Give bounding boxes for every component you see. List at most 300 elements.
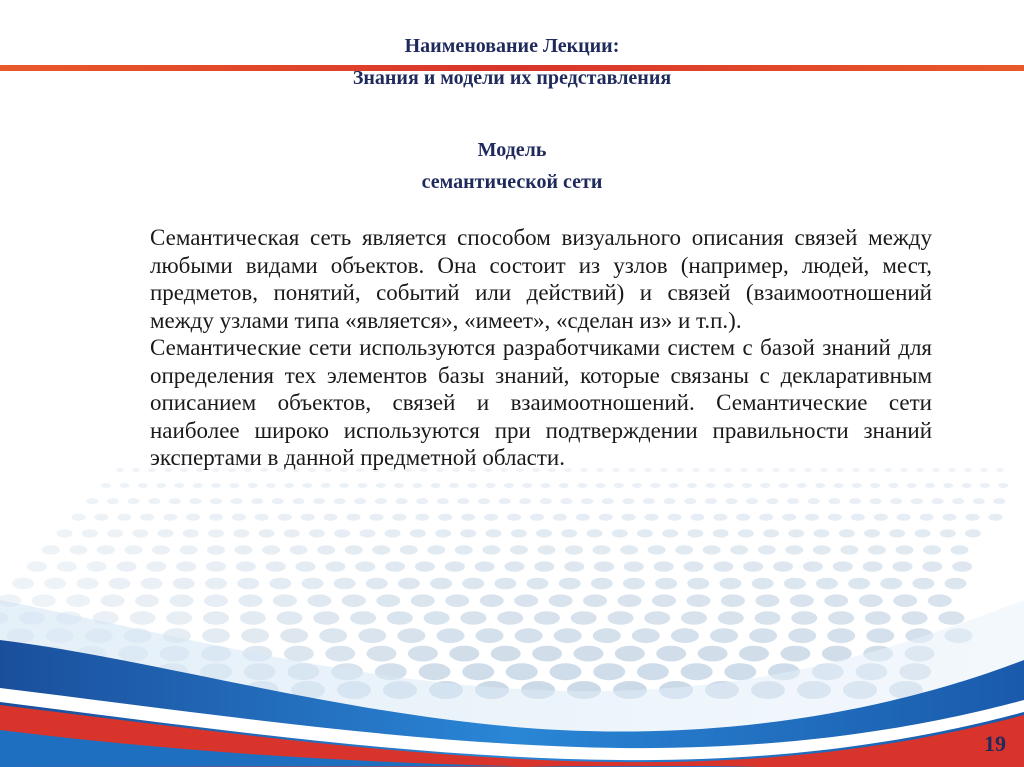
pattern-dot bbox=[385, 561, 405, 571]
pattern-dot bbox=[561, 498, 573, 504]
pattern-dot bbox=[759, 514, 773, 521]
pattern-dot bbox=[515, 628, 543, 643]
pattern-dot bbox=[870, 483, 880, 488]
pattern-dot bbox=[742, 483, 752, 488]
pattern-dot bbox=[996, 468, 1004, 472]
pattern-dot bbox=[482, 545, 500, 554]
pattern-dot bbox=[710, 628, 738, 643]
pattern-dot bbox=[32, 594, 56, 607]
pattern-dot bbox=[713, 561, 733, 571]
pattern-dot bbox=[494, 578, 516, 590]
pattern-dot bbox=[475, 561, 495, 571]
pattern-dot bbox=[387, 611, 413, 625]
pattern-dot bbox=[534, 611, 560, 625]
pattern-dot bbox=[893, 594, 917, 607]
pattern-dot bbox=[376, 594, 400, 607]
pattern-dot bbox=[412, 483, 422, 488]
pattern-dot bbox=[713, 529, 729, 537]
pattern-dot bbox=[565, 545, 583, 554]
pattern-dot bbox=[366, 578, 388, 590]
pattern-dot bbox=[687, 594, 711, 607]
pattern-dot bbox=[101, 594, 125, 607]
pattern-dot bbox=[375, 498, 387, 504]
pattern-dot bbox=[980, 468, 988, 472]
pattern-dot bbox=[232, 514, 246, 521]
pattern-dot bbox=[522, 483, 532, 488]
pattern-dot bbox=[130, 611, 156, 625]
pattern-dot bbox=[784, 578, 806, 590]
pattern-dot bbox=[435, 529, 451, 537]
pattern-dot bbox=[591, 578, 613, 590]
pattern-dot bbox=[718, 611, 744, 625]
pattern-dot bbox=[581, 498, 593, 504]
pattern-dot bbox=[255, 514, 269, 521]
pattern-dot bbox=[180, 545, 198, 554]
pattern-dot bbox=[124, 545, 142, 554]
pattern-dot bbox=[367, 646, 397, 662]
pattern-dot bbox=[424, 611, 450, 625]
pattern-dot bbox=[262, 545, 280, 554]
pattern-dot bbox=[398, 578, 420, 590]
pattern-dot bbox=[296, 561, 316, 571]
pattern-dot bbox=[703, 545, 721, 554]
pattern-dot bbox=[980, 483, 990, 488]
pattern-dot bbox=[671, 628, 699, 643]
pattern-dot bbox=[480, 594, 504, 607]
pattern-dot bbox=[128, 498, 140, 504]
pattern-dot bbox=[293, 498, 305, 504]
pattern-dot bbox=[415, 514, 429, 521]
pattern-dot bbox=[868, 545, 886, 554]
pattern-dot bbox=[549, 594, 573, 607]
pattern-dot bbox=[313, 498, 325, 504]
pattern-dot bbox=[945, 578, 967, 590]
pattern-dot bbox=[785, 545, 803, 554]
pattern-dot bbox=[140, 514, 154, 521]
pattern-dot bbox=[988, 514, 1002, 521]
pattern-dot bbox=[574, 646, 604, 662]
pattern-dot bbox=[193, 483, 203, 488]
pattern-dot bbox=[229, 483, 239, 488]
pattern-dot bbox=[207, 545, 225, 554]
pattern-dot bbox=[705, 498, 717, 504]
pattern-dot bbox=[803, 561, 823, 571]
pattern-dot bbox=[359, 529, 375, 537]
pattern-dot bbox=[284, 646, 314, 662]
pattern-dot bbox=[791, 611, 817, 625]
pattern-dot bbox=[233, 529, 249, 537]
pattern-dot bbox=[358, 628, 386, 643]
pattern-dot bbox=[236, 561, 256, 571]
pattern-dot bbox=[852, 483, 862, 488]
pattern-dot bbox=[462, 578, 484, 590]
pattern-dot bbox=[911, 498, 923, 504]
pattern-dot bbox=[408, 646, 438, 662]
pattern-dot bbox=[437, 498, 449, 504]
pattern-dot bbox=[173, 578, 195, 590]
pattern-dot bbox=[449, 646, 479, 662]
pattern-dot bbox=[370, 514, 384, 521]
pattern-dot bbox=[72, 514, 86, 521]
pattern-dot bbox=[724, 663, 756, 680]
pattern-dot bbox=[893, 561, 913, 571]
pattern-dot bbox=[530, 514, 544, 521]
pattern-dot bbox=[486, 529, 502, 537]
lecture-title-topic: Знания и модели их представления bbox=[352, 67, 672, 89]
pattern-dot bbox=[863, 561, 883, 571]
pattern-dot bbox=[897, 514, 911, 521]
pattern-dot bbox=[376, 483, 386, 488]
pattern-dot bbox=[156, 483, 166, 488]
pattern-dot bbox=[101, 483, 111, 488]
pattern-dot bbox=[920, 514, 934, 521]
pattern-dot bbox=[325, 646, 355, 662]
pattern-dot bbox=[278, 514, 292, 521]
pattern-dot bbox=[419, 663, 451, 680]
pattern-dot bbox=[486, 483, 496, 488]
pattern-dot bbox=[922, 561, 942, 571]
pattern-dot bbox=[209, 514, 223, 521]
pattern-dot bbox=[174, 483, 184, 488]
pattern-dot bbox=[321, 483, 331, 488]
pattern-dot bbox=[790, 594, 814, 607]
pattern-dot bbox=[107, 529, 123, 537]
pattern-dot bbox=[940, 529, 956, 537]
pattern-dot bbox=[870, 498, 882, 504]
pattern-dot bbox=[400, 545, 418, 554]
pattern-dot bbox=[874, 514, 888, 521]
pattern-dot bbox=[564, 561, 584, 571]
pattern-dot bbox=[499, 498, 511, 504]
pattern-dot bbox=[907, 483, 917, 488]
pattern-dot bbox=[602, 498, 614, 504]
pattern-dot bbox=[511, 529, 527, 537]
pattern-dot bbox=[538, 545, 556, 554]
body-text bbox=[150, 224, 932, 472]
pattern-dot bbox=[938, 611, 964, 625]
pattern-dot bbox=[514, 594, 538, 607]
pattern-dot bbox=[928, 594, 952, 607]
pattern-dot bbox=[808, 498, 820, 504]
pattern-dot bbox=[94, 514, 108, 521]
pattern-dot bbox=[309, 529, 325, 537]
pattern-dot bbox=[12, 578, 34, 590]
pattern-dot bbox=[132, 468, 140, 472]
pattern-dot bbox=[859, 594, 883, 607]
pattern-dot bbox=[684, 561, 704, 571]
pattern-dot bbox=[687, 578, 709, 590]
pattern-dot bbox=[204, 594, 228, 607]
pattern-dot bbox=[266, 561, 286, 571]
pattern-dot bbox=[476, 628, 504, 643]
pattern-dot bbox=[839, 529, 855, 537]
pattern-dot bbox=[460, 611, 486, 625]
pattern-dot bbox=[713, 514, 727, 521]
pattern-dot bbox=[462, 663, 494, 680]
pattern-dot bbox=[593, 663, 625, 680]
pattern-dot bbox=[773, 561, 793, 571]
section-heading-line-1: Модель bbox=[477, 139, 547, 161]
pattern-dot bbox=[497, 611, 523, 625]
pattern-dot bbox=[510, 545, 528, 554]
pattern-dot bbox=[824, 594, 848, 607]
pattern-dot bbox=[170, 594, 194, 607]
pattern-dot bbox=[532, 646, 562, 662]
pattern-dot bbox=[561, 529, 577, 537]
pattern-dot bbox=[392, 514, 406, 521]
pattern-dot bbox=[427, 545, 445, 554]
pattern-dot bbox=[210, 498, 222, 504]
pattern-dot bbox=[648, 545, 666, 554]
pattern-dot bbox=[461, 514, 475, 521]
pattern-dot bbox=[618, 594, 642, 607]
pattern-dot bbox=[87, 561, 107, 571]
pattern-dot bbox=[834, 483, 844, 488]
pattern-dot bbox=[645, 514, 659, 521]
paragraph-usage: Семантические сети используются разработчиками систем с базой знаний для определения тех элементов базы знаний, которые связаны с декларативным описанием объектов, связей и взаимоотношений. Семантические сети наиболее широко используются при подтверждении правильности знаний экспертами в данной предметной области. bbox=[150, 335, 932, 470]
pattern-dot bbox=[350, 611, 376, 625]
pattern-dot bbox=[571, 611, 597, 625]
pattern-dot bbox=[519, 498, 531, 504]
pattern-dot bbox=[698, 646, 728, 662]
pattern-dot bbox=[943, 483, 953, 488]
pattern-dot bbox=[208, 529, 224, 537]
pattern-dot bbox=[614, 483, 624, 488]
pattern-dot bbox=[86, 498, 98, 504]
pattern-dot bbox=[782, 514, 796, 521]
pattern-dot bbox=[720, 578, 742, 590]
pattern-dot bbox=[280, 628, 308, 643]
pattern-dot bbox=[632, 628, 660, 643]
pattern-dot bbox=[643, 498, 655, 504]
pattern-dot bbox=[788, 529, 804, 537]
pattern-dot bbox=[915, 529, 931, 537]
pattern-dot bbox=[82, 529, 98, 537]
pattern-dot bbox=[457, 498, 469, 504]
pattern-dot bbox=[749, 628, 777, 643]
pattern-dot bbox=[325, 561, 345, 571]
pattern-dot bbox=[864, 529, 880, 537]
pattern-dot bbox=[206, 561, 226, 571]
pattern-dot bbox=[993, 498, 1005, 504]
pattern-dot bbox=[284, 483, 294, 488]
pattern-dot bbox=[752, 578, 774, 590]
pattern-dot bbox=[724, 483, 734, 488]
pattern-dot bbox=[814, 529, 830, 537]
pattern-dot bbox=[788, 628, 816, 643]
pattern-dot bbox=[848, 578, 870, 590]
pattern-dot bbox=[998, 483, 1008, 488]
pattern-dot bbox=[484, 514, 498, 521]
pattern-dot bbox=[334, 578, 356, 590]
pattern-dot bbox=[339, 483, 349, 488]
pattern-dot bbox=[166, 611, 192, 625]
pattern-dot bbox=[284, 529, 300, 537]
pattern-dot bbox=[158, 529, 174, 537]
pattern-dot bbox=[342, 594, 366, 607]
pattern-dot bbox=[269, 578, 291, 590]
pattern-dot bbox=[553, 514, 567, 521]
pattern-dot bbox=[596, 483, 606, 488]
pattern-dot bbox=[650, 483, 660, 488]
pattern-dot bbox=[833, 561, 853, 571]
pattern-dot bbox=[241, 628, 269, 643]
pattern-dot bbox=[828, 514, 842, 521]
pattern-dot bbox=[943, 514, 957, 521]
pattern-dot bbox=[176, 561, 196, 571]
pattern-dot bbox=[438, 514, 452, 521]
pattern-dot bbox=[948, 468, 956, 472]
pattern-dot bbox=[504, 483, 514, 488]
section-heading bbox=[0, 134, 1024, 198]
pattern-dot bbox=[760, 483, 770, 488]
paragraph-definition: Семантическая сеть является способом визуального описания связей между любыми видами объектов. Она состоит из узлов (например, людей, мест, предметов, понятий, событий или действий) и связей (взаимоотношений между узлами типа «является», «имеет», «сделан из» и т.п.). bbox=[150, 225, 932, 333]
pattern-dot bbox=[889, 529, 905, 537]
pattern-dot bbox=[355, 561, 375, 571]
pattern-dot bbox=[890, 498, 902, 504]
pattern-dot bbox=[411, 594, 435, 607]
pattern-dot bbox=[973, 498, 985, 504]
pattern-dot bbox=[612, 529, 628, 537]
pattern-dot bbox=[186, 514, 200, 521]
pattern-dot bbox=[319, 628, 347, 643]
pattern-dot bbox=[57, 561, 77, 571]
pattern-dot bbox=[966, 514, 980, 521]
pattern-dot bbox=[334, 529, 350, 537]
pattern-dot bbox=[394, 483, 404, 488]
pattern-dot bbox=[431, 483, 441, 488]
pattern-dot bbox=[866, 628, 894, 643]
pattern-dot bbox=[687, 483, 697, 488]
pattern-dot bbox=[251, 498, 263, 504]
pattern-dot bbox=[620, 545, 638, 554]
pattern-dot bbox=[779, 483, 789, 488]
pattern-dot bbox=[721, 594, 745, 607]
pattern-dot bbox=[135, 594, 159, 607]
pattern-dot bbox=[132, 529, 148, 537]
pattern-dot bbox=[888, 483, 898, 488]
pattern-dot bbox=[664, 498, 676, 504]
pattern-dot bbox=[415, 561, 435, 571]
pattern-dot bbox=[780, 646, 810, 662]
pattern-dot bbox=[763, 529, 779, 537]
pattern-dot bbox=[478, 498, 490, 504]
pattern-dot bbox=[437, 628, 465, 643]
pattern-dot bbox=[743, 561, 763, 571]
pattern-dot bbox=[445, 594, 469, 607]
pattern-dot bbox=[594, 561, 614, 571]
pattern-dot bbox=[554, 628, 582, 643]
pattern-dot bbox=[445, 561, 465, 571]
pattern-dot bbox=[541, 483, 551, 488]
pattern-dot bbox=[202, 628, 230, 643]
pattern-dot bbox=[690, 514, 704, 521]
pattern-dot bbox=[303, 483, 313, 488]
pattern-dot bbox=[755, 594, 779, 607]
pattern-dot bbox=[347, 514, 361, 521]
pattern-dot bbox=[681, 663, 713, 680]
pattern-dot bbox=[203, 611, 229, 625]
pattern-dot bbox=[272, 498, 284, 504]
pattern-dot bbox=[669, 483, 679, 488]
pattern-dot bbox=[317, 545, 335, 554]
pattern-dot bbox=[684, 498, 696, 504]
pattern-dot bbox=[138, 483, 148, 488]
pattern-dot bbox=[148, 498, 160, 504]
pattern-dot bbox=[397, 628, 425, 643]
pattern-dot bbox=[637, 663, 669, 680]
pattern-dot bbox=[559, 483, 569, 488]
pattern-dot bbox=[455, 545, 473, 554]
pattern-dot bbox=[849, 498, 861, 504]
pattern-dot bbox=[116, 468, 124, 472]
pattern-dot bbox=[923, 545, 941, 554]
pattern-dot bbox=[587, 529, 603, 537]
pattern-dot bbox=[237, 578, 259, 590]
pattern-dot bbox=[827, 628, 855, 643]
pattern-dot bbox=[416, 498, 428, 504]
pattern-dot bbox=[608, 611, 634, 625]
pattern-dot bbox=[644, 611, 670, 625]
pattern-dot bbox=[925, 483, 935, 488]
lecture-title bbox=[0, 30, 1024, 94]
pattern-dot bbox=[902, 611, 928, 625]
pattern-dot bbox=[491, 646, 521, 662]
pattern-dot bbox=[880, 578, 902, 590]
pattern-dot bbox=[725, 498, 737, 504]
pattern-dot bbox=[460, 529, 476, 537]
pattern-dot bbox=[385, 529, 401, 537]
pattern-dot bbox=[449, 483, 459, 488]
pattern-dot bbox=[205, 578, 227, 590]
pattern-dot bbox=[865, 611, 891, 625]
pattern-dot bbox=[599, 514, 613, 521]
pattern-dot bbox=[507, 514, 521, 521]
pattern-dot bbox=[117, 514, 131, 521]
pattern-dot bbox=[655, 578, 677, 590]
pattern-dot bbox=[345, 545, 363, 554]
pattern-dot bbox=[540, 498, 552, 504]
pattern-dot bbox=[410, 529, 426, 537]
pattern-dot bbox=[681, 611, 707, 625]
pattern-dot bbox=[593, 628, 621, 643]
pattern-dot bbox=[146, 561, 166, 571]
pattern-dot bbox=[44, 578, 66, 590]
pattern-dot bbox=[248, 483, 258, 488]
pattern-dot bbox=[117, 561, 137, 571]
pattern-dot bbox=[273, 594, 297, 607]
pattern-dot bbox=[583, 594, 607, 607]
pattern-dot bbox=[656, 646, 686, 662]
pattern-dot bbox=[536, 529, 552, 537]
pattern-dot bbox=[239, 594, 263, 607]
pattern-dot bbox=[738, 529, 754, 537]
pattern-dot bbox=[623, 578, 645, 590]
pattern-dot bbox=[828, 611, 854, 625]
pattern-dot bbox=[952, 561, 972, 571]
pattern-dot bbox=[307, 594, 331, 607]
page-number: 19 bbox=[984, 731, 1006, 756]
pattern-dot bbox=[324, 514, 338, 521]
pattern-dot bbox=[120, 483, 130, 488]
pattern-dot bbox=[815, 483, 825, 488]
section-heading-line-2: семантической сети bbox=[421, 171, 603, 193]
pattern-dot bbox=[746, 498, 758, 504]
pattern-dot bbox=[965, 529, 981, 537]
pattern-dot bbox=[69, 545, 87, 554]
pattern-dot bbox=[76, 578, 98, 590]
pattern-dot bbox=[396, 498, 408, 504]
